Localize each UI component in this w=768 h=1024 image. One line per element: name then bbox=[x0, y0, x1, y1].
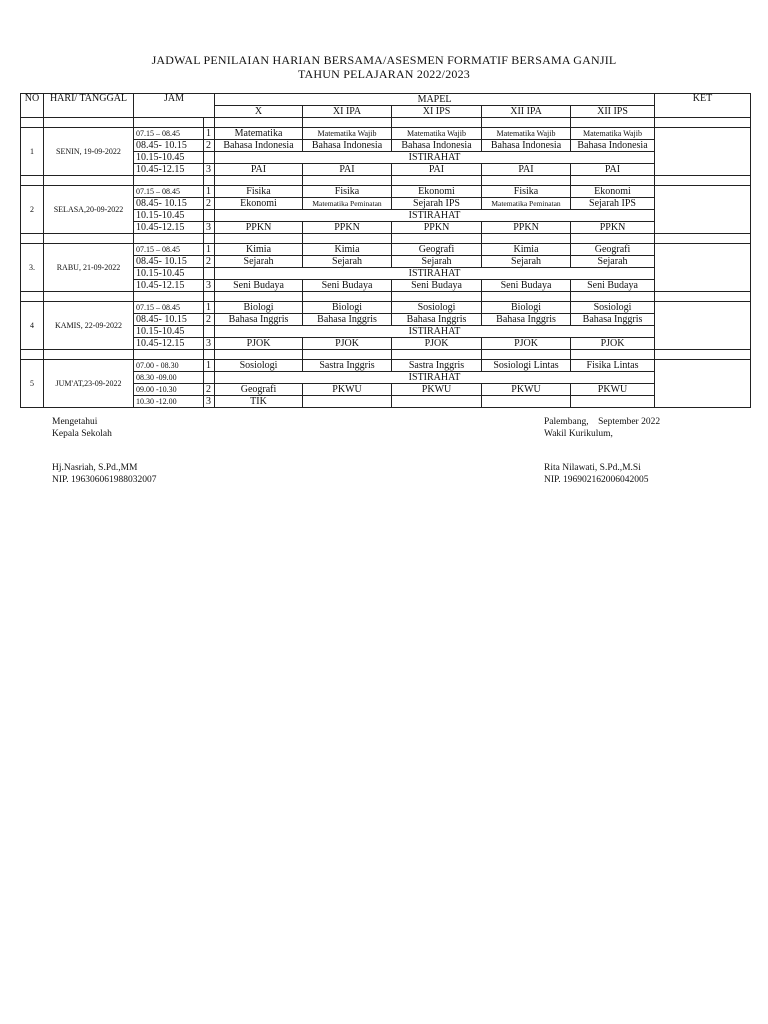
subject-cell: Sejarah IPS bbox=[571, 198, 655, 210]
subject-cell: Ekonomi bbox=[215, 198, 303, 210]
subject-cell: PJOK bbox=[215, 338, 303, 350]
separator-cell bbox=[21, 350, 44, 360]
day-separator-row bbox=[21, 118, 751, 128]
subject-cell: Sosiologi bbox=[392, 302, 482, 314]
separator-cell bbox=[392, 292, 482, 302]
separator-cell bbox=[134, 292, 204, 302]
separator-cell bbox=[655, 234, 751, 244]
header-mapel: MAPEL bbox=[215, 94, 655, 106]
separator-cell bbox=[571, 350, 655, 360]
break-cell: ISTIRAHAT bbox=[215, 268, 655, 280]
separator-cell bbox=[204, 350, 215, 360]
subject-cell: Seni Budaya bbox=[215, 280, 303, 292]
session-time: 08.45- 10.15 bbox=[134, 314, 204, 326]
signature-right-line1: Palembang, September 2022 bbox=[544, 417, 661, 427]
header-class: XI IPS bbox=[392, 106, 482, 118]
subject-cell: Matematika bbox=[215, 128, 303, 140]
day-separator-row bbox=[21, 350, 751, 360]
separator-cell bbox=[482, 176, 571, 186]
subject-cell: PPKN bbox=[303, 222, 392, 234]
separator-cell bbox=[134, 350, 204, 360]
subject-cell: Geografi bbox=[215, 384, 303, 396]
subject-cell: Seni Budaya bbox=[571, 280, 655, 292]
separator-cell bbox=[215, 234, 303, 244]
separator-cell bbox=[655, 118, 751, 128]
subject-cell: Ekonomi bbox=[571, 186, 655, 198]
ket-cell bbox=[655, 244, 751, 292]
session-number bbox=[204, 210, 215, 222]
day-date: SENIN, 19-09-2022 bbox=[44, 128, 134, 176]
separator-cell bbox=[215, 350, 303, 360]
separator-cell bbox=[215, 176, 303, 186]
subject-cell bbox=[392, 396, 482, 408]
session-number: 2 bbox=[204, 256, 215, 268]
subject-cell: Kimia bbox=[215, 244, 303, 256]
separator-cell bbox=[21, 292, 44, 302]
subject-cell: PJOK bbox=[571, 338, 655, 350]
day-number: 1 bbox=[21, 128, 44, 176]
separator-cell bbox=[215, 118, 303, 128]
subject-cell: Bahasa Inggris bbox=[392, 314, 482, 326]
subject-cell: Fisika bbox=[482, 186, 571, 198]
separator-cell bbox=[204, 176, 215, 186]
separator-cell bbox=[44, 292, 134, 302]
session-time: 10.15-10.45 bbox=[134, 152, 204, 164]
separator-cell bbox=[571, 118, 655, 128]
separator-cell bbox=[392, 350, 482, 360]
session-number: 1 bbox=[204, 360, 215, 372]
subject-cell: Sosiologi Lintas bbox=[482, 360, 571, 372]
subject-cell bbox=[303, 396, 392, 408]
session-time: 10.45-12.15 bbox=[134, 164, 204, 176]
day-separator-row bbox=[21, 292, 751, 302]
subject-cell: PAI bbox=[303, 164, 392, 176]
subject-cell: Bahasa Indonesia bbox=[571, 140, 655, 152]
session-time: 07.15 – 08.45 bbox=[134, 128, 204, 140]
separator-cell bbox=[21, 234, 44, 244]
subject-cell: Sejarah IPS bbox=[392, 198, 482, 210]
subject-cell: Matematika Peminatan bbox=[482, 198, 571, 210]
subject-cell: Sastra Inggris bbox=[392, 360, 482, 372]
subject-cell: Bahasa Inggris bbox=[482, 314, 571, 326]
separator-cell bbox=[655, 350, 751, 360]
break-cell: ISTIRAHAT bbox=[215, 326, 655, 338]
session-number: 1 bbox=[204, 244, 215, 256]
subject-cell: Ekonomi bbox=[392, 186, 482, 198]
session-time: 08.45- 10.15 bbox=[134, 140, 204, 152]
subject-cell: PJOK bbox=[392, 338, 482, 350]
signature-right bbox=[544, 416, 660, 440]
subject-cell: PAI bbox=[392, 164, 482, 176]
break-cell: ISTIRAHAT bbox=[215, 210, 655, 222]
day-number: 2 bbox=[21, 186, 44, 234]
session-number: 1 bbox=[204, 302, 215, 314]
subject-cell: Kimia bbox=[303, 244, 392, 256]
separator-cell bbox=[21, 176, 44, 186]
subject-cell: Seni Budaya bbox=[482, 280, 571, 292]
subject-cell: Bahasa Inggris bbox=[215, 314, 303, 326]
schedule-row bbox=[21, 186, 751, 198]
document-title: JADWAL PENILAIAN HARIAN BERSAMA/ASESMEN FORMATIF BERSAMA GANJIL bbox=[151, 53, 617, 67]
day-separator-row bbox=[21, 176, 751, 186]
separator-cell bbox=[204, 118, 215, 128]
separator-cell bbox=[44, 234, 134, 244]
header-hari-tanggal: HARI/ TANGGAL bbox=[44, 94, 134, 118]
break-cell: ISTIRAHAT bbox=[215, 152, 655, 164]
subject-cell: Bahasa Inggris bbox=[571, 314, 655, 326]
subject-cell: Seni Budaya bbox=[392, 280, 482, 292]
session-time: 08.45- 10.15 bbox=[134, 256, 204, 268]
subject-cell: Bahasa Indonesia bbox=[215, 140, 303, 152]
session-time: 10.15-10.45 bbox=[134, 268, 204, 280]
session-time: 09.00 -10.30 bbox=[134, 384, 204, 396]
session-time: 08.45- 10.15 bbox=[134, 198, 204, 210]
separator-cell bbox=[303, 350, 392, 360]
header-no: NO bbox=[21, 94, 44, 118]
session-number bbox=[204, 326, 215, 338]
session-number bbox=[204, 152, 215, 164]
subject-cell: PPKN bbox=[392, 222, 482, 234]
subject-cell: PPKN bbox=[215, 222, 303, 234]
day-date: SELASA,20-09-2022 bbox=[44, 186, 134, 234]
separator-cell bbox=[44, 350, 134, 360]
subject-cell: PKWU bbox=[392, 384, 482, 396]
header-class: XII IPS bbox=[571, 106, 655, 118]
signature-right-nip: NIP. 196902162006042005 bbox=[544, 475, 649, 485]
separator-cell bbox=[303, 176, 392, 186]
header-row bbox=[21, 94, 751, 106]
separator-cell bbox=[482, 292, 571, 302]
subject-cell: TIK bbox=[215, 396, 303, 408]
subject-cell: Sejarah bbox=[215, 256, 303, 268]
signature-right-name-block bbox=[544, 462, 649, 486]
separator-cell bbox=[204, 234, 215, 244]
subject-cell: Geografi bbox=[392, 244, 482, 256]
separator-cell bbox=[571, 176, 655, 186]
session-number: 3 bbox=[204, 338, 215, 350]
signature-left-line1: Mengetahui bbox=[52, 417, 98, 427]
subject-cell: PKWU bbox=[303, 384, 392, 396]
ket-cell bbox=[655, 360, 751, 408]
separator-cell bbox=[134, 234, 204, 244]
session-time: 07.00 - 08.30 bbox=[134, 360, 204, 372]
session-number: 2 bbox=[204, 314, 215, 326]
separator-cell bbox=[44, 176, 134, 186]
subject-cell: PKWU bbox=[571, 384, 655, 396]
day-number: 5 bbox=[21, 360, 44, 408]
document-subtitle: TAHUN PELAJARAN 2022/2023 bbox=[297, 67, 471, 81]
subject-cell: Sejarah bbox=[392, 256, 482, 268]
subject-cell: Matematika Wajib bbox=[303, 128, 392, 140]
subject-cell: PJOK bbox=[303, 338, 392, 350]
subject-cell: Sejarah bbox=[303, 256, 392, 268]
separator-cell bbox=[655, 176, 751, 186]
subject-cell: Biologi bbox=[482, 302, 571, 314]
subject-cell: Fisika bbox=[215, 186, 303, 198]
subject-cell: Bahasa Indonesia bbox=[482, 140, 571, 152]
header-class: X bbox=[215, 106, 303, 118]
subject-cell: Matematika Peminatan bbox=[303, 198, 392, 210]
separator-cell bbox=[303, 292, 392, 302]
separator-cell bbox=[571, 234, 655, 244]
subject-cell: Fisika bbox=[303, 186, 392, 198]
separator-cell bbox=[303, 118, 392, 128]
session-time: 08.30 -09.00 bbox=[134, 372, 204, 384]
signature-left-name: Hj.Nasriah, S.Pd.,MM bbox=[52, 463, 138, 473]
ket-cell bbox=[655, 186, 751, 234]
session-number: 2 bbox=[204, 384, 215, 396]
session-number: 3 bbox=[204, 280, 215, 292]
separator-cell bbox=[215, 292, 303, 302]
ket-cell bbox=[655, 128, 751, 176]
schedule-row bbox=[21, 360, 751, 372]
subject-cell: Kimia bbox=[482, 244, 571, 256]
break-cell: ISTIRAHAT bbox=[215, 372, 655, 384]
subject-cell: Seni Budaya bbox=[303, 280, 392, 292]
session-time: 10.30 -12.00 bbox=[134, 396, 204, 408]
subject-cell: Matematika Wajib bbox=[571, 128, 655, 140]
session-number: 3 bbox=[204, 164, 215, 176]
session-time: 10.15-10.45 bbox=[134, 326, 204, 338]
subject-cell: Sejarah bbox=[482, 256, 571, 268]
subject-cell: PPKN bbox=[571, 222, 655, 234]
subject-cell: PKWU bbox=[482, 384, 571, 396]
day-date: KAMIS, 22-09-2022 bbox=[44, 302, 134, 350]
separator-cell bbox=[655, 292, 751, 302]
session-time: 07.15 – 08.45 bbox=[134, 186, 204, 198]
subject-cell: Bahasa Indonesia bbox=[392, 140, 482, 152]
subject-cell: PJOK bbox=[482, 338, 571, 350]
signature-right-line2: Wakil Kurikulum, bbox=[544, 429, 613, 439]
signature-left-name-block bbox=[52, 462, 157, 486]
separator-cell bbox=[571, 292, 655, 302]
signature-left-line2: Kepala Sekolah bbox=[52, 429, 112, 439]
subject-cell bbox=[571, 396, 655, 408]
subject-cell: Bahasa Indonesia bbox=[303, 140, 392, 152]
subject-cell: Sastra Inggris bbox=[303, 360, 392, 372]
session-number: 3 bbox=[204, 396, 215, 408]
day-date: JUM'AT,23-09-2022 bbox=[44, 360, 134, 408]
subject-cell: PPKN bbox=[482, 222, 571, 234]
subject-cell: PAI bbox=[571, 164, 655, 176]
session-time: 10.45-12.15 bbox=[134, 280, 204, 292]
signature-left-nip: NIP. 196306061988032007 bbox=[52, 475, 157, 485]
ket-cell bbox=[655, 302, 751, 350]
separator-cell bbox=[482, 118, 571, 128]
signature-left bbox=[52, 416, 112, 440]
separator-cell bbox=[482, 350, 571, 360]
session-number: 1 bbox=[204, 128, 215, 140]
day-number: 4 bbox=[21, 302, 44, 350]
separator-cell bbox=[303, 234, 392, 244]
subject-cell: Matematika Wajib bbox=[392, 128, 482, 140]
session-number: 2 bbox=[204, 140, 215, 152]
subject-cell: PAI bbox=[215, 164, 303, 176]
subject-cell: Geografi bbox=[571, 244, 655, 256]
session-time: 10.45-12.15 bbox=[134, 222, 204, 234]
subject-cell: Biologi bbox=[303, 302, 392, 314]
session-number: 2 bbox=[204, 198, 215, 210]
separator-cell bbox=[392, 118, 482, 128]
session-time: 07.15 – 08.45 bbox=[134, 302, 204, 314]
session-number bbox=[204, 372, 215, 384]
separator-cell bbox=[392, 234, 482, 244]
header-class: XI IPA bbox=[303, 106, 392, 118]
subject-cell bbox=[482, 396, 571, 408]
subject-cell: Sejarah bbox=[571, 256, 655, 268]
subject-cell: Fisika Lintas bbox=[571, 360, 655, 372]
separator-cell bbox=[134, 118, 204, 128]
subject-cell: Sosiologi bbox=[571, 302, 655, 314]
separator-cell bbox=[204, 292, 215, 302]
session-time: 07.15 – 08.45 bbox=[134, 244, 204, 256]
schedule-row bbox=[21, 128, 751, 140]
subject-cell: Sosiologi bbox=[215, 360, 303, 372]
session-time: 10.15-10.45 bbox=[134, 210, 204, 222]
day-number: 3. bbox=[21, 244, 44, 292]
schedule-table bbox=[20, 93, 751, 408]
subject-cell: PAI bbox=[482, 164, 571, 176]
session-number: 3 bbox=[204, 222, 215, 234]
subject-cell: Biologi bbox=[215, 302, 303, 314]
session-number bbox=[204, 268, 215, 280]
separator-cell bbox=[392, 176, 482, 186]
subject-cell: Bahasa Inggris bbox=[303, 314, 392, 326]
day-date: RABU, 21-09-2022 bbox=[44, 244, 134, 292]
separator-cell bbox=[134, 176, 204, 186]
separator-cell bbox=[21, 118, 44, 128]
day-separator-row bbox=[21, 234, 751, 244]
separator-cell bbox=[482, 234, 571, 244]
session-time: 10.45-12.15 bbox=[134, 338, 204, 350]
header-ket: KET bbox=[655, 94, 751, 118]
schedule-row bbox=[21, 244, 751, 256]
schedule-row bbox=[21, 302, 751, 314]
separator-cell bbox=[44, 118, 134, 128]
session-number: 1 bbox=[204, 186, 215, 198]
header-class: XII IPA bbox=[482, 106, 571, 118]
header-jam: JAM bbox=[134, 94, 215, 118]
signature-right-name: Rita Nilawati, S.Pd.,M.Si bbox=[544, 463, 641, 473]
subject-cell: Matematika Wajib bbox=[482, 128, 571, 140]
